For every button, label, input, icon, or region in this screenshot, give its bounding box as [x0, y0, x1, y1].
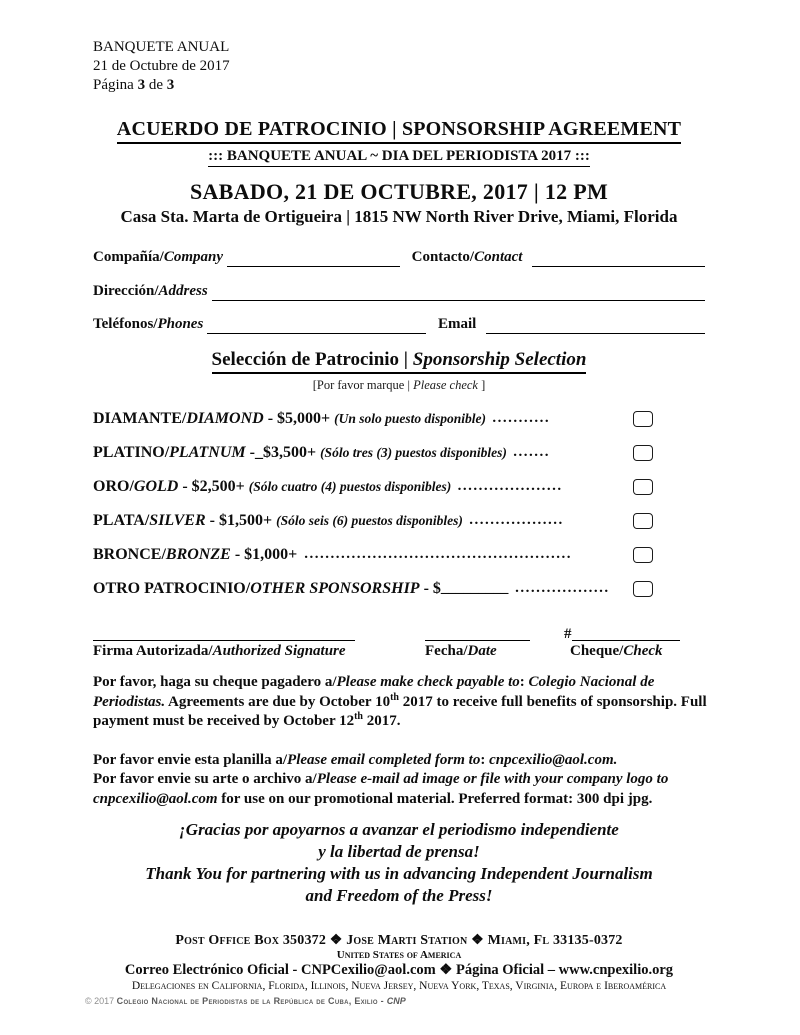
address-label: Dirección/Address [93, 283, 208, 299]
signature-line[interactable] [93, 623, 355, 641]
option-platinum [93, 442, 653, 463]
option-price: - $1,000+ [230, 545, 302, 563]
option-note: (Sólo cuatro (4) puestos disponibles) [248, 478, 455, 494]
payment-instructions: Por favor, haga su cheque pagadero a/Please make check payable to: Colegio Nacional de Periodistas. Agreements are due by October 10th 2017 to receive full benefits of sponsorship. Full payment must be received by October 12th 2017. [93, 674, 707, 729]
phones-label: Teléfonos/Phones [93, 316, 204, 332]
email-instructions: Por favor envie esta planilla a/Please email completed form to: cnpcexilio@aol.com. Por favor envie su arte o archivo a/Please e-mail ad image or file with your company logo to cnpcexilio@aol.com for use on our promotional material. Preferred format: 300 dpi jpg. [93, 751, 669, 807]
dot-leader: ................................................... [304, 546, 573, 562]
option-price: - $ [419, 579, 441, 597]
page-header [93, 0, 705, 95]
thanks-english-line1: Thank You for partnering with us in advancing Independent Journalism [145, 864, 653, 883]
footer-delegations: Delegaciones en California, Florida, Illinois, Nueva Jersey, Nueva York, Texas, Virginia, Europa e Iberoamérica [131, 980, 667, 992]
dot-leader: .................. [469, 512, 564, 528]
option-bronze [93, 544, 653, 565]
other-amount-line[interactable]: _________ [440, 580, 513, 596]
contact-input-line[interactable] [532, 250, 705, 267]
header-event-name: BANQUETE ANUAL [93, 39, 230, 55]
thank-you-message [93, 819, 705, 907]
footer-country: United States of America [336, 949, 462, 961]
bronze-checkbox[interactable] [633, 547, 653, 563]
gold-checkbox[interactable] [633, 479, 653, 495]
copyright-line: © 2017 Colegio Nacional de Periodistas de la República de Cuba, Exilio - CNP [85, 996, 406, 1006]
option-label-es: ORO/ [93, 477, 134, 495]
thanks-spanish-line2: y la libertad de prensa! [318, 842, 480, 861]
signature-section [93, 623, 705, 660]
option-other [93, 578, 653, 599]
option-diamond [93, 408, 653, 429]
option-label-en: GOLD [133, 477, 179, 495]
option-label-en: BRONZE [165, 545, 231, 563]
company-label: Compañía/Company [93, 249, 224, 265]
phones-input-line[interactable] [207, 317, 426, 334]
silver-checkbox[interactable] [633, 513, 653, 529]
option-note: (Sólo seis (6) puestos disponibles) [276, 512, 467, 528]
footer-address: Post Office Box 350372 ❖ Jose Marti Station ❖ Miami, Fl 33135-0372 [175, 933, 623, 948]
option-note: (Sólo tres (3) puestos disponibles) [320, 444, 511, 460]
check-label: Cheque/Check [570, 643, 663, 659]
date-label: Fecha/Date [425, 643, 497, 659]
header-page-number: Página 3 de 3 [93, 77, 175, 93]
phones-email-row [93, 315, 705, 334]
option-gold [93, 476, 653, 497]
check-number-prefix: # [564, 626, 572, 642]
option-label-en: SILVER [149, 511, 206, 529]
diamond-checkbox[interactable] [633, 411, 653, 427]
option-label-es: DIAMANTE/ [93, 409, 187, 427]
company-input-line[interactable] [227, 250, 400, 267]
option-label-es: OTRO PATROCINIO/ [93, 579, 251, 597]
footer-email-web: Correo Electrónico Oficial - CNPCexilio@aol.com ❖ Página Oficial – www.cnpexilio.org [124, 962, 674, 978]
agreement-title: ACUERDO DE PATROCINIO | SPONSORSHIP AGREEMENT [93, 118, 705, 144]
option-silver [93, 510, 653, 531]
dot-leader: ........... [492, 410, 551, 426]
option-label-es: PLATINO/ [93, 443, 170, 461]
option-note: (Un solo puesto disponible) [334, 410, 490, 426]
contact-label: Contacto/Contact [411, 249, 523, 265]
option-price: - $1,500+ [205, 511, 277, 529]
option-label-es: BRONCE/ [93, 545, 166, 563]
event-venue: Casa Sta. Marta de Ortigueira | 1815 NW North River Drive, Miami, Florida [120, 207, 678, 226]
please-check-note: [Por favor marque | Please check ] [312, 378, 486, 392]
option-label-en: OTHER SPONSORSHIP [250, 579, 420, 597]
thanks-english-line2: and Freedom of the Press! [305, 886, 493, 905]
header-event-date: 21 de Octubre de 2017 [93, 58, 230, 74]
event-subtitle: ::: BANQUETE ANUAL ~ DIA DEL PERIODISTA 2017 ::: [93, 148, 705, 167]
email-input-line[interactable] [486, 317, 705, 334]
option-price: - $5,000+ [263, 409, 335, 427]
option-label-en: PLATNUM [169, 443, 246, 461]
other-checkbox[interactable] [633, 581, 653, 597]
company-contact-row [93, 248, 705, 267]
address-input-line[interactable] [212, 284, 705, 301]
page-footer [93, 932, 705, 992]
email-label: Email [437, 316, 477, 332]
option-price: -_$3,500+ [245, 443, 321, 461]
option-price: - $2,500+ [178, 477, 249, 495]
address-row [93, 282, 705, 301]
signature-label: Firma Autorizada/Authorized Signature [93, 643, 346, 659]
platinum-checkbox[interactable] [633, 445, 653, 461]
option-label-en: DIAMOND [186, 409, 264, 427]
dot-leader: .................. [515, 580, 610, 596]
dot-leader: ....... [513, 444, 550, 460]
event-datetime: SABADO, 21 DE OCTUBRE, 2017 | 12 PM [189, 179, 609, 204]
thanks-spanish-line1: ¡Gracias por apoyarnos a avanzar el periodismo independiente [179, 820, 619, 839]
dot-leader: .................... [457, 478, 563, 494]
date-line[interactable] [425, 623, 530, 641]
check-number-line[interactable] [572, 623, 680, 641]
selection-title: Selección de Patrocinio | Sponsorship Selection [93, 349, 705, 374]
option-label-es: PLATA/ [93, 511, 150, 529]
